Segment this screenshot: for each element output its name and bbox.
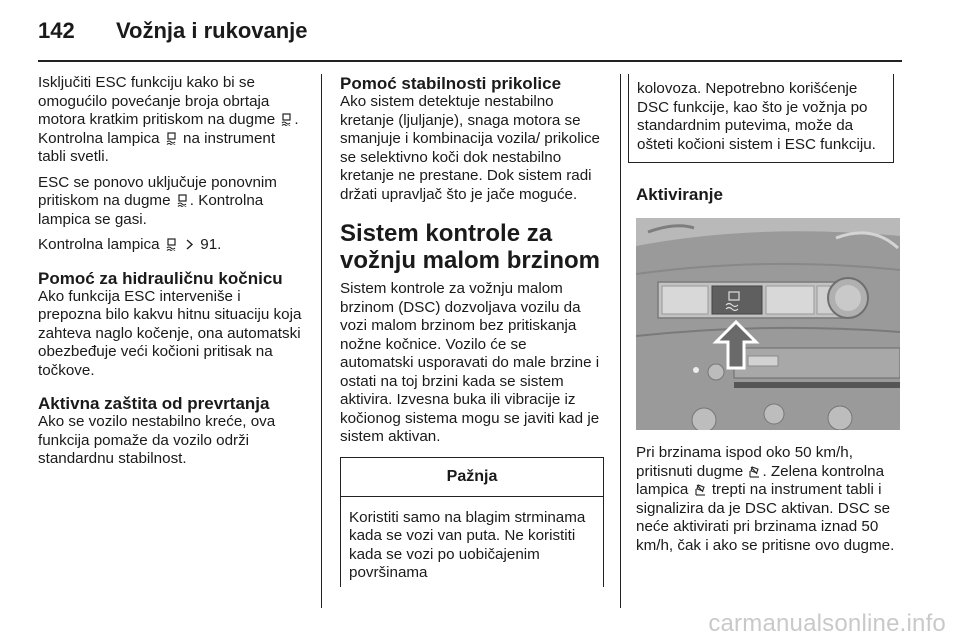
caution-body: Koristiti samo na blagim strminama kada se vozi van puta. Ne koristiti kada se vozi po uobičajenim površinama [349,508,586,581]
chapter-title: Vožnja i rukovanje [116,18,308,43]
column-middle [340,74,604,587]
descent-control-icon [695,483,706,496]
heading-rollover-protection: Aktivna zaštita od prevrtanja [38,394,270,413]
header-rule [38,60,902,62]
paragraph-rollover-protection: Ako se vozilo nestabilno kreće, ova funkcija pomaže da vozilo održi standardnu stabilnost. [38,413,276,467]
heading-descent-control: Sistem kontrole za vožnju malom brzinom [340,220,601,274]
paragraph-hydraulic-brake-assist: Ako funkcija ESC interveniše i prepozna bilo kakvu hitnu situaciju koja zahteva naglo kočenje, ona automatski obezbeđuje veći kočioni pritisak na točkove. [38,287,302,379]
paragraph-trailer-stability: Ako sistem detektuje nestabilno kretanje (ljuljanje), snaga motora se smanjuje i kombinacija vozila/ prikolice se selektivno koči dok nestabilno kretanje ne prestane. Dok sistem radi držati upravljač što je jače moguće. [340,93,600,203]
page-number: 142 [38,18,75,43]
column-divider-left [321,74,322,608]
text-span: . Zelena kontrolna lampica [636,462,885,498]
paragraph-esc-on [38,174,306,230]
text-span: ESC se ponovo uključuje ponovnim pritiskom na dugme [38,173,277,209]
text-span: trepti na instrument tabli i signalizira da je DSC aktivan. DSC se neće aktivirati pri brzinama iznad 50 km/h, čak i ako se pritisne ovo dugme. [636,481,895,554]
paragraph-descent-control: Sistem kontrole za vožnju malom brzinom (DSC) dozvoljava vozilu da vozi malom brzinom bez pritiskanja nožne kočnice. Vozilo će se automatski usporavati do male brzine i ostati na toj brzini kada se sistem aktivira. Izvesna buka ili vibracije iz kočionog sistema mogu se javiti kad je sistem aktivan. [340,280,600,445]
column-divider-right [620,74,621,608]
heading-trailer-stability: Pomoć stabilnosti prikolice [340,74,562,93]
page-reference-icon [185,238,194,251]
esc-off-icon [166,132,177,145]
text-span: Isključiti ESC funkciju kako bi se omogućilo povećanje broja obrtaja motora kratkim pritiskom na dugme [38,74,276,128]
paragraph-esc-off [38,74,306,167]
caution-box-continued: kolovoza. Nepotrebno korišćenje DSC funkcije, kao što je vožnja po standardnim putevima, može da ošteti kočioni sistem i ESC funkciju. [628,74,894,163]
column-left [38,74,306,476]
text-span: Kontrolna lampica [38,236,160,253]
dashboard-illustration [636,218,900,430]
dashboard-button-illustration [636,218,900,430]
heading-hydraulic-brake-assist: Pomoć za hidrauličnu kočnicu [38,268,283,288]
text-span: . Kontrolna lampica se gasi. [38,192,264,228]
caution-box [340,457,604,587]
text-span: na instrument tabli svetli. [38,129,276,165]
esc-off-icon [166,238,177,251]
heading-activation: Aktiviranje [636,185,723,204]
column-right [636,74,904,562]
site-watermark: carmanualsonline.info [708,610,946,637]
esc-off-icon [281,113,292,126]
text-span: . Kontrolna lampica [38,111,299,147]
esc-off-icon [177,194,188,207]
paragraph-lamp-ref [38,236,306,255]
paragraph-activation [636,444,904,555]
descent-control-icon [749,465,760,478]
caution-title: Pažnja [341,458,603,497]
text-span: Pri brzinama ispod oko 50 km/h, pritisnuti dugme [636,444,853,480]
page-reference: 91. [200,236,222,253]
